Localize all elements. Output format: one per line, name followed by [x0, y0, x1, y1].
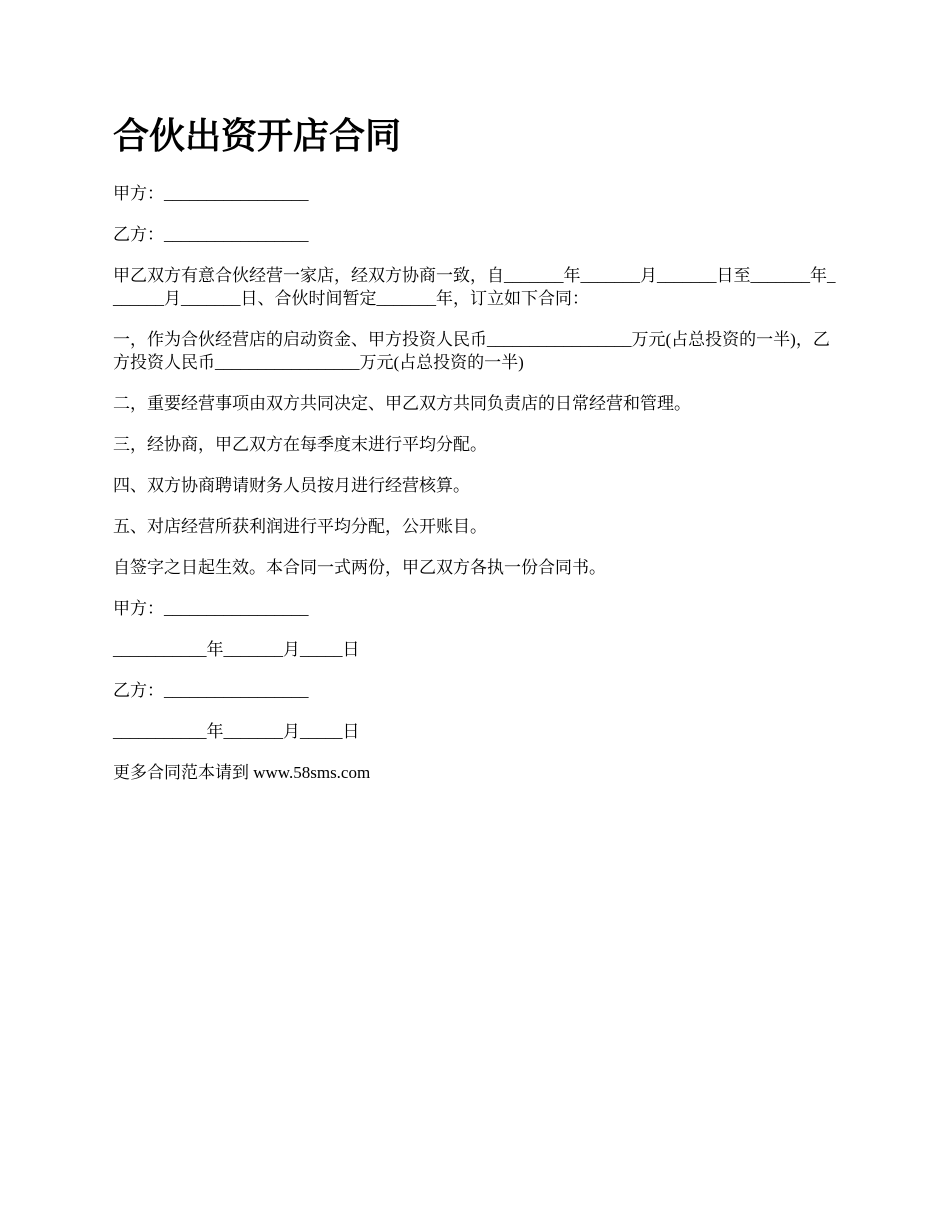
clause-5: 五、对店经营所获利润进行平均分配，公开账目。 — [113, 517, 487, 536]
effective-statement: 自签字之日起生效。本合同一式两份，甲乙双方各执一份合同书。 — [113, 558, 606, 577]
footer-more-contracts: 更多合同范本请到 www.58sms.com — [113, 763, 371, 782]
clause-4: 四、双方协商聘请财务人员按月进行经营核算。 — [113, 476, 470, 495]
party-a-line: 甲方：_________________ — [113, 184, 309, 203]
clause-1: 一，作为合伙经营店的启动资金、甲方投资人民币_________________万元(占总投资的一半)，乙方投资人民币_________________万元(占总投资的一半) — [113, 330, 830, 372]
document-page — [113, 112, 843, 802]
intro-paragraph: 甲乙双方有意合伙经营一家店，经双方协商一致，自_______年_______月_______日至_______年_______月_______日、合伙时间暂定_______年，订立如下合同： — [113, 266, 836, 308]
party-b-signature-line: 乙方：_________________ — [113, 681, 309, 700]
party-b-date-line: ___________年_______月_____日 — [113, 722, 360, 741]
party-b-line: 乙方：_________________ — [113, 225, 309, 244]
document-title: 合伙出资开店合同 — [113, 116, 402, 156]
party-a-date-line: ___________年_______月_____日 — [113, 640, 360, 659]
clause-2: 二，重要经营事项由双方共同决定、甲乙双方共同负责店的日常经营和管理。 — [113, 394, 691, 413]
clause-3: 三，经协商，甲乙双方在每季度末进行平均分配。 — [113, 435, 487, 454]
party-a-signature-line: 甲方：_________________ — [113, 599, 309, 618]
